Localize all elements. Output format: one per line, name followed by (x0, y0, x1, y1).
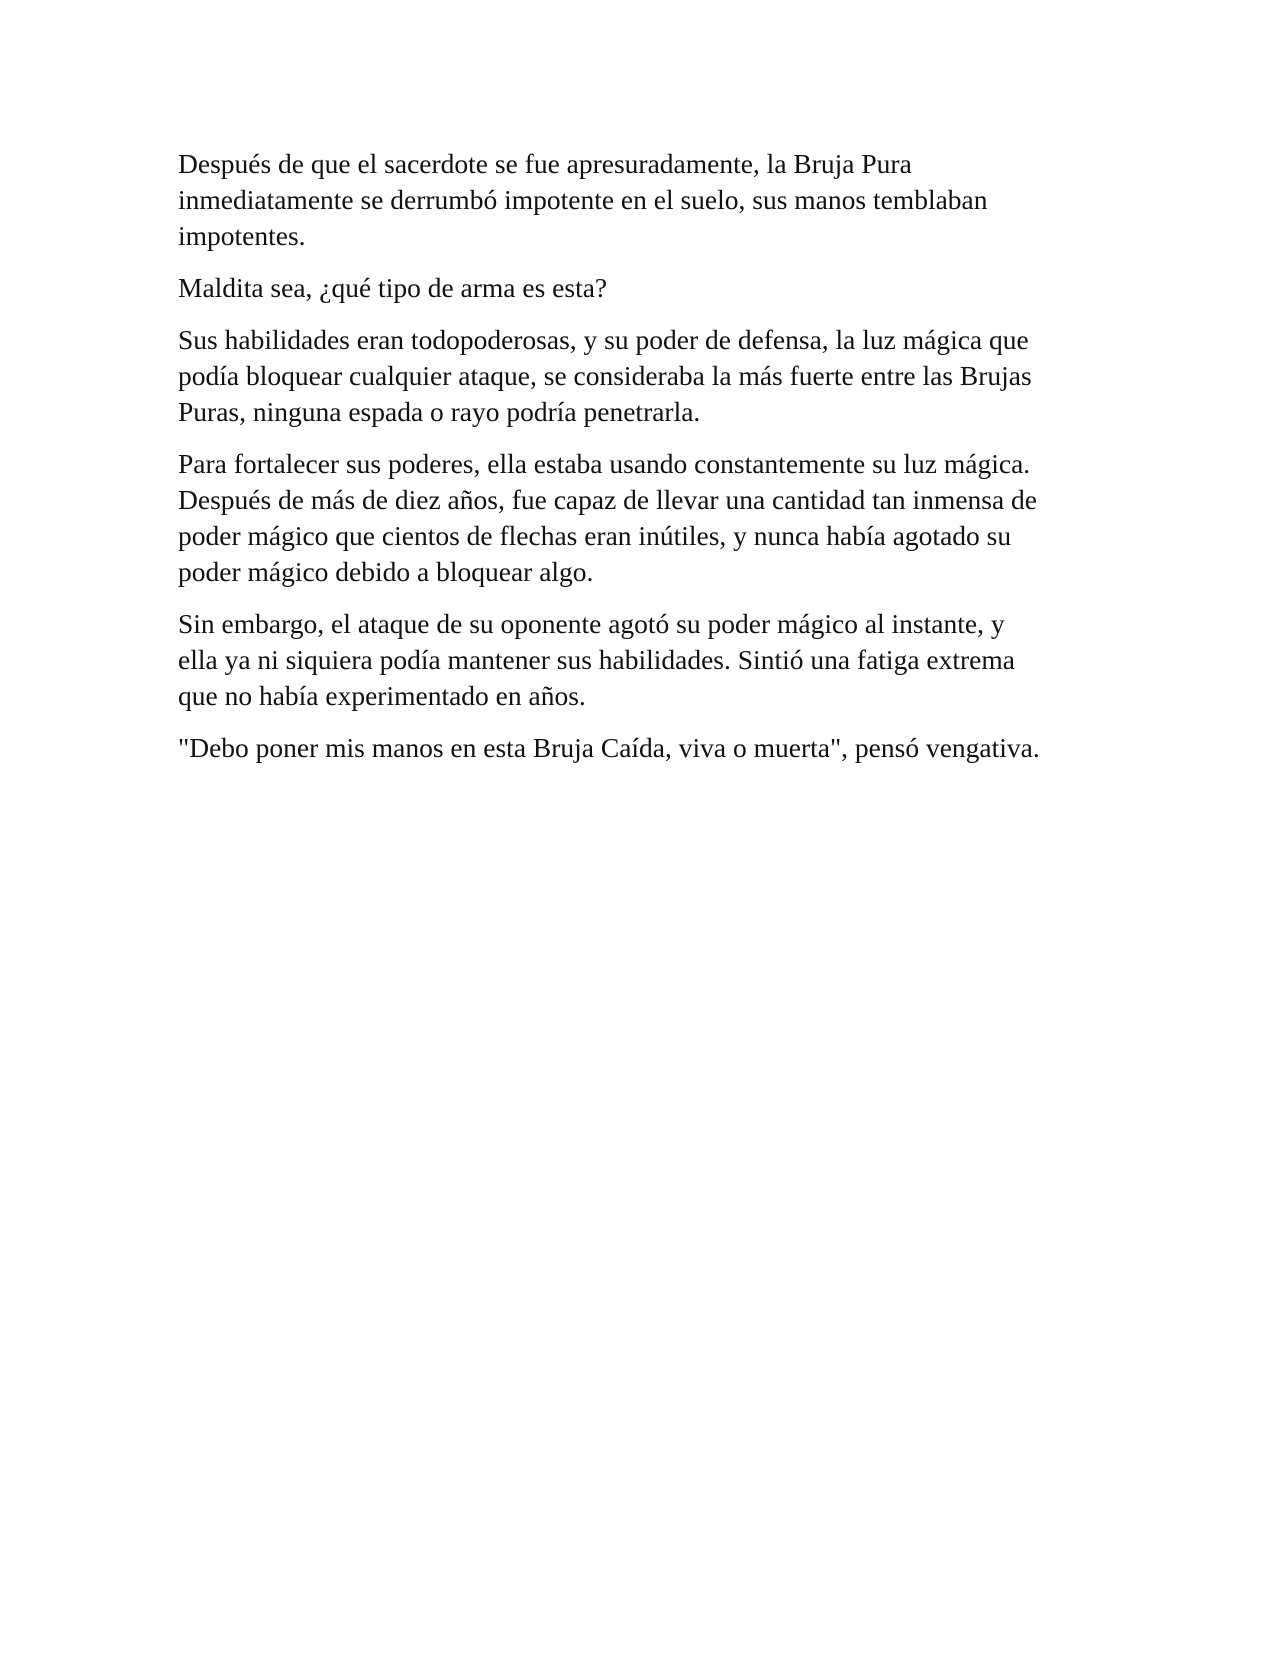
paragraph-4: Para fortalecer sus poderes, ella estaba usando constantemente su luz mágica. Después de más de diez años, fue capaz de llevar una cantidad tan inmensa de poder mágico que cientos de flechas eran inútiles, y nunca había agotado su poder mágico debido a bloquear algo. (178, 448, 1038, 587)
document-body (178, 146, 1103, 782)
paragraph-6: "Debo poner mis manos en esta Bruja Caída, viva o muerta", pensó vengativa. (178, 732, 1040, 763)
paragraph-1: Después de que el sacerdote se fue apresuradamente, la Bruja Pura inmediatamente se derrumbó impotente en el suelo, sus manos temblaban impotentes. (178, 148, 988, 251)
paragraph-5: Sin embargo, el ataque de su oponente agotó su poder mágico al instante, y ella ya ni siquiera podía mantener sus habilidades. Sintió una fatiga extrema que no había experimentado en años. (178, 608, 1015, 711)
paragraph-3: Sus habilidades eran todopoderosas, y su poder de defensa, la luz mágica que podía bloquear cualquier ataque, se consideraba la más fuerte entre las Brujas Puras, ninguna espada o rayo podría penetrarla. (178, 324, 1032, 427)
paragraph-2: Maldita sea, ¿qué tipo de arma es esta? (178, 272, 608, 303)
